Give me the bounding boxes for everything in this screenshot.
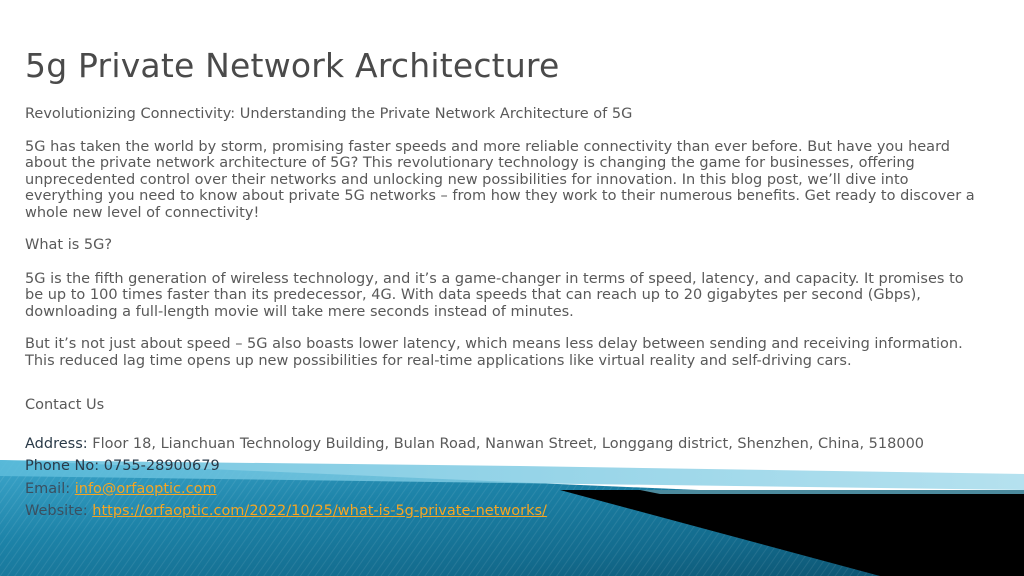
- address-value: Floor 18, Lianchuan Technology Building, Bulan Road, Nanwan Street, Longgang district, Shenzhen, China, 518000: [92, 435, 925, 452]
- what-is-5g-heading: What is 5G?: [25, 237, 113, 253]
- website-link[interactable]: https://orfaoptic.com/2022/10/25/what-is-5g-private-networks/: [92, 503, 547, 519]
- phone-line: [25, 455, 985, 478]
- slide-content: [25, 40, 985, 523]
- email-line: [25, 478, 985, 501]
- address-label: Address:: [25, 435, 88, 452]
- what-is-5g-paragraph: 5G is the fifth generation of wireless technology, and it’s a game-changer in terms of speed, latency, and capacity. It promises to be up to 100 times faster than its predecessor, 4G. With data speeds that can reach up to 20 gigabytes per second (Gbps), downloading a full-length movie will take mere seconds instead of minutes.: [25, 270, 964, 320]
- phone-label: Phone No:: [25, 458, 100, 474]
- page-title: 5g Private Network Architecture: [25, 46, 560, 85]
- phone-value: 0755-28900679: [103, 458, 220, 474]
- latency-paragraph: But it’s not just about speed – 5G also boasts lower latency, which means less delay between sending and receiving information. This reduced lag time opens up new possibilities for real-time applications like virtual reality and self-driving cars.: [25, 336, 963, 369]
- website-label: Website:: [25, 503, 88, 519]
- subtitle: Revolutionizing Connectivity: Understanding the Private Network Architecture of 5G: [25, 106, 633, 122]
- intro-paragraph: 5G has taken the world by storm, promising faster speeds and more reliable connectivity than ever before. But have you heard about the private network architecture of 5G? This revolutionary technology is changing the game for businesses, offering unprecedented control over their networks and unlocking new possibilities for innovation. In this blog post, we’ll dive into everything you need to know about private 5G networks – from how they work to their numerous benefits. Get ready to discover a whole new level of connectivity!: [25, 138, 975, 221]
- email-link[interactable]: info@orfaoptic.com: [74, 480, 217, 497]
- address-line: [25, 433, 985, 456]
- website-line: [25, 500, 985, 523]
- email-label: Email:: [25, 480, 71, 497]
- contact-heading: Contact Us: [25, 397, 105, 413]
- contact-details: [25, 433, 985, 523]
